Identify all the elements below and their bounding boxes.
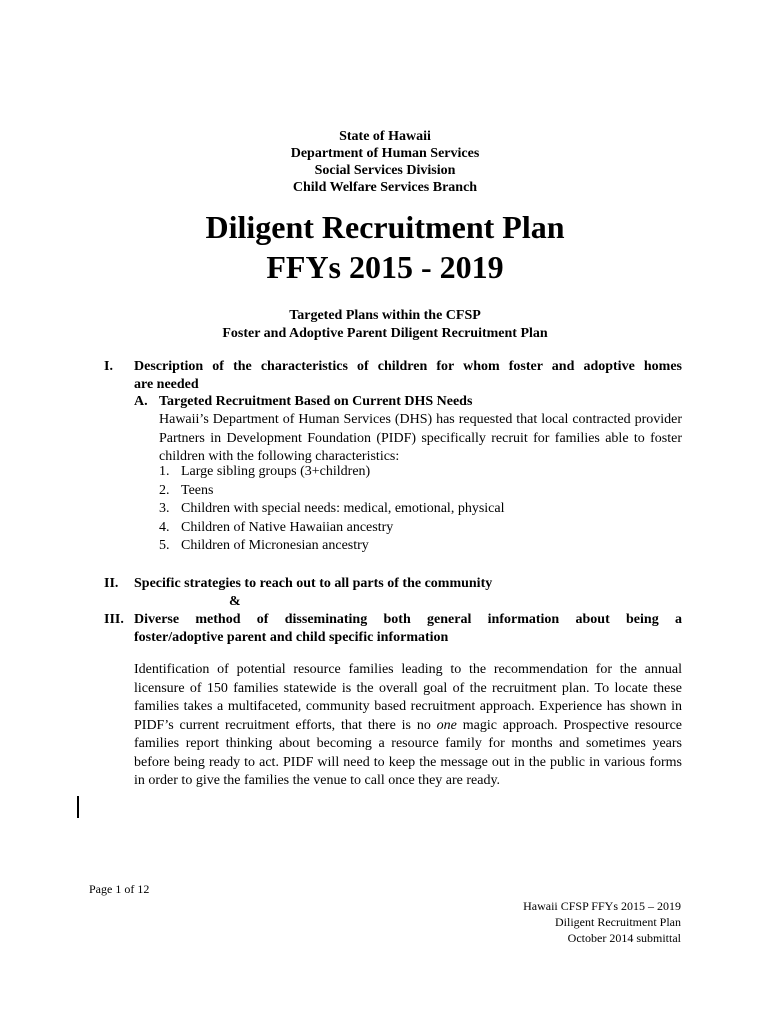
document-subtitle	[0, 307, 770, 343]
list-item	[159, 537, 369, 556]
footer-line3: October 2014 submittal	[567, 931, 681, 945]
section3-heading-line1: Diverse method of disseminating both general information about being a	[134, 612, 682, 627]
subsection-a-heading: Targeted Recruitment Based on Current DHS Needs	[159, 394, 473, 409]
list-item-text: Children of Native Hawaiian ancestry	[181, 520, 394, 535]
subtitle-line1: Targeted Plans within the CFSP	[289, 308, 481, 323]
list-item-text: Children of Micronesian ancestry	[181, 538, 369, 553]
text-cursor	[77, 796, 79, 818]
title-line2: FFYs 2015 - 2019	[266, 249, 504, 285]
section3-heading-line2: foster/adoptive parent and child specific information	[134, 630, 449, 645]
footer-document-info	[523, 898, 681, 946]
subtitle-line2: Foster and Adoptive Parent Diligent Recruitment Plan	[222, 326, 548, 341]
title-line1: Diligent Recruitment Plan	[205, 209, 565, 245]
list-item-text: Teens	[181, 483, 214, 498]
header-division: Social Services Division	[314, 163, 456, 178]
paragraph-emphasis: one	[436, 717, 457, 733]
list-item-number: 5.	[159, 538, 170, 553]
footer-line2: Diligent Recruitment Plan	[555, 915, 681, 929]
list-item-number: 3.	[159, 501, 170, 516]
list-item-number: 2.	[159, 483, 170, 498]
subsection-a-letter: A.	[134, 394, 148, 409]
list-item	[159, 519, 393, 538]
list-item	[159, 500, 504, 519]
section3-numeral: III.	[104, 612, 124, 627]
section-ampersand: &	[229, 594, 241, 609]
paragraph-text-start: Identification of potential resource families leading to the recommendation for the annual licensure of 150 families statewide is the overall goal of the recruitment plan. To locate these families takes a multifaceted, community based recruitment approach. Experience has shown in PIDF’s current recruitment efforts, that there is no	[134, 662, 682, 733]
section3-paragraph	[134, 661, 682, 791]
list-item	[159, 463, 370, 482]
subsection-a-body: Hawaii’s Department of Human Services (DHS) has requested that local contracted provider Partners in Development Foundation (PIDF) specifically recruit for families able to foster children with the following characteristics:	[159, 412, 682, 464]
list-item	[159, 482, 213, 501]
list-item-number: 1.	[159, 464, 170, 479]
header-branch: Child Welfare Services Branch	[292, 180, 478, 195]
section1-heading-line1: Description of the characteristics of children for whom foster and adoptive homes	[134, 359, 682, 374]
page-number: Page 1 of 12	[89, 882, 150, 896]
header-state: State of Hawaii	[339, 129, 431, 144]
footer-line1: Hawaii CFSP FFYs 2015 – 2019	[523, 899, 681, 913]
list-item-text: Large sibling groups (3+children)	[181, 464, 371, 479]
section2-numeral: II.	[104, 576, 119, 591]
section1-heading-line2: are needed	[134, 377, 199, 392]
list-item-text: Children with special needs: medical, emotional, physical	[181, 501, 505, 516]
section2-heading: Specific strategies to reach out to all parts of the community	[134, 576, 493, 591]
agency-header	[0, 128, 770, 196]
header-department: Department of Human Services	[290, 146, 480, 161]
section1-numeral: I.	[104, 359, 113, 374]
list-item-number: 4.	[159, 520, 170, 535]
document-title	[0, 207, 770, 287]
paragraph-text-end: magic approach. Prospective resource families report thinking about becoming a resource family for months and sometimes years before being ready to act. PIDF will need to keep the message out in the public in various forms in order to give the families the venue to call once they are ready.	[134, 717, 682, 788]
